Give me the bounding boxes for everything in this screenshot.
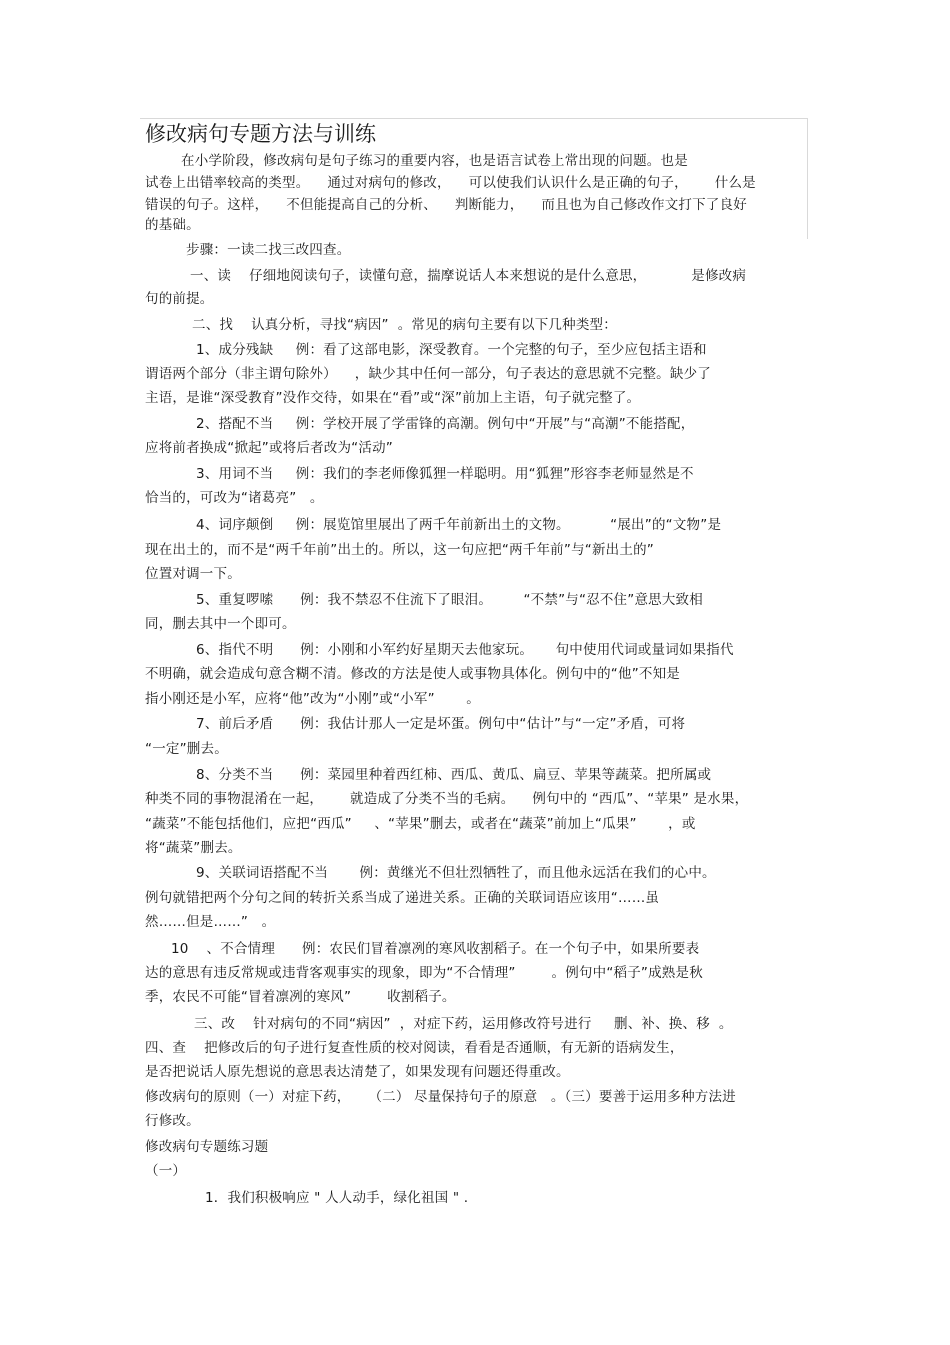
type-heading: 5、重复啰嗦 例：我不禁忍不住流下了眼泪。 “不禁”与“忍不住”意思大致相	[196, 592, 703, 608]
paragraph-line: 现在出土的，而不是“两千年前”出土的。所以，这一句应把“两千年前”与“新出土的”	[145, 542, 654, 558]
paragraph-line: 种类不同的事物混淆在一起， 就造成了分类不当的毛病。 例句中的 “西瓜”、“苹果” 是水果，	[145, 791, 749, 807]
exercise-section-label: （一）	[145, 1163, 187, 1179]
principles-line: 修改病句的原则（一）对症下药， （二） 尽量保持句子的原意 。（三）要善于运用多种方法进	[145, 1089, 736, 1105]
paragraph-line: 指小刚还是小军，应将“他”改为“小刚”或“小军” 。	[145, 691, 480, 707]
step-fix: 三、改 针对病句的不同“病因” ，对症下药，运用修改符号进行 删、补、换、移 。	[194, 1016, 733, 1032]
paragraph-line: 谓语两个部分（非主谓句除外） ，缺少其中任何一部分，句子表达的意思就不完整。缺少了	[145, 366, 711, 382]
steps-line: 步骤：一读二找三改四查。	[186, 242, 351, 258]
document-title: 修改病句专题方法与训练	[145, 122, 376, 146]
step-read: 一、读 仔细地阅读句子，读懂句意，揣摩说话人本来想说的是什么意思， 是修改病	[190, 268, 747, 284]
paragraph-line: 达的意思有违反常规或违背客观事实的现象，即为“不合情理” 。例句中“稻子”成熟是秋	[145, 965, 703, 981]
exercise-heading: 修改病句专题练习题	[145, 1139, 269, 1155]
type-heading: 1、成分残缺 例：看了这部电影，深受教育。一个完整的句子，至少应包括主语和	[196, 342, 707, 358]
paragraph-line: 句的前提。	[145, 291, 214, 307]
paragraph-line: 位置对调一下。	[145, 566, 241, 582]
intro-line: 试卷上出错率较高的类型。 通过对病句的修改， 可以使我们认识什么是正确的句子， 什么是	[145, 175, 756, 191]
type-heading: 2、搭配不当 例：学校开展了学雷锋的高潮。例句中“开展”与“高潮”不能搭配，	[196, 416, 695, 432]
paragraph-line: 将“蔬菜”删去。	[145, 840, 242, 856]
paragraph-line: 季，农民不可能“冒着凛冽的寒风” 收割稻子。	[145, 989, 456, 1005]
type-heading: 8、分类不当 例：菜园里种着西红柿、西瓜、黄瓜、扁豆、苹果等蔬菜。把所属或	[196, 767, 712, 783]
paragraph-line: 应将前者换成“掀起”或将后者改为“活动”	[145, 440, 393, 456]
paragraph-line: 主语，是谁“深受教育”没作交待，如果在“看”或“深”前加上主语，句子就完整了。	[145, 390, 641, 406]
paragraph-line: 然……但是……” 。	[145, 914, 276, 930]
paragraph-line: “一定”删去。	[145, 741, 228, 757]
paragraph-line: 例句就错把两个分句之间的转折关系当成了递进关系。正确的关联词语应该用“……虽	[145, 890, 660, 906]
paragraph-line: 不明确，就会造成句意含糊不清。修改的方法是使人或事物具体化。例句中的“他”不知是	[145, 666, 680, 682]
intro-line: 在小学阶段，修改病句是句子练习的重要内容，也是语言试卷上常出现的问题。也是	[181, 153, 688, 169]
paragraph-line: 恰当的，可改为“诸葛亮” 。	[145, 490, 324, 506]
paragraph-line: 是否把说话人原先想说的意思表达清楚了，如果发现有问题还得重改。	[145, 1064, 570, 1080]
type-heading: 9、关联词语搭配不当 例：黄继光不但壮烈牺牲了，而且他永远活在我们的心中。	[196, 865, 716, 881]
type-heading: 6、指代不明 例：小刚和小军约好星期天去他家玩。 句中使用代词或量词如果指代	[196, 642, 734, 658]
type-heading: 7、前后矛盾 例：我估计那人一定是坏蛋。例句中“估计”与“一定”矛盾，可将	[196, 716, 686, 732]
type-heading: 4、词序颠倒 例：展览馆里展出了两千年前新出土的文物。 “展出”的“文物”是	[196, 517, 722, 533]
type-heading: 3、用词不当 例：我们的李老师像狐狸一样聪明。用“狐狸”形容李老师显然是不	[196, 466, 694, 482]
paragraph-line: 行修改。	[145, 1113, 200, 1129]
intro-line: 错误的句子。这样， 不但能提高自己的分析、 判断能力， 而且也为自己修改作文打下了良好	[145, 197, 747, 213]
paragraph-line: “蔬菜”不能包括他们，应把“西瓜” 、“苹果”删去，或者在“蔬菜”前加上“瓜果” ，或	[145, 816, 696, 832]
step-find: 二、找 认真分析，寻找“病因” 。常见的病句主要有以下几种类型：	[192, 317, 617, 333]
paragraph-line: 同，删去其中一个即可。	[145, 616, 296, 632]
type-heading: 10 、不合情理 例：农民们冒着凛冽的寒风收割稻子。在一个句子中，如果所要表	[171, 941, 700, 957]
exercise-item: 1．我们积极响应 " 人人动手，绿化祖国 " .	[205, 1190, 469, 1206]
step-check: 四、查 把修改后的句子进行复查性质的校对阅读，看看是否通顺，有无新的语病发生，	[145, 1040, 684, 1056]
intro-line: 的基础。	[145, 217, 200, 233]
